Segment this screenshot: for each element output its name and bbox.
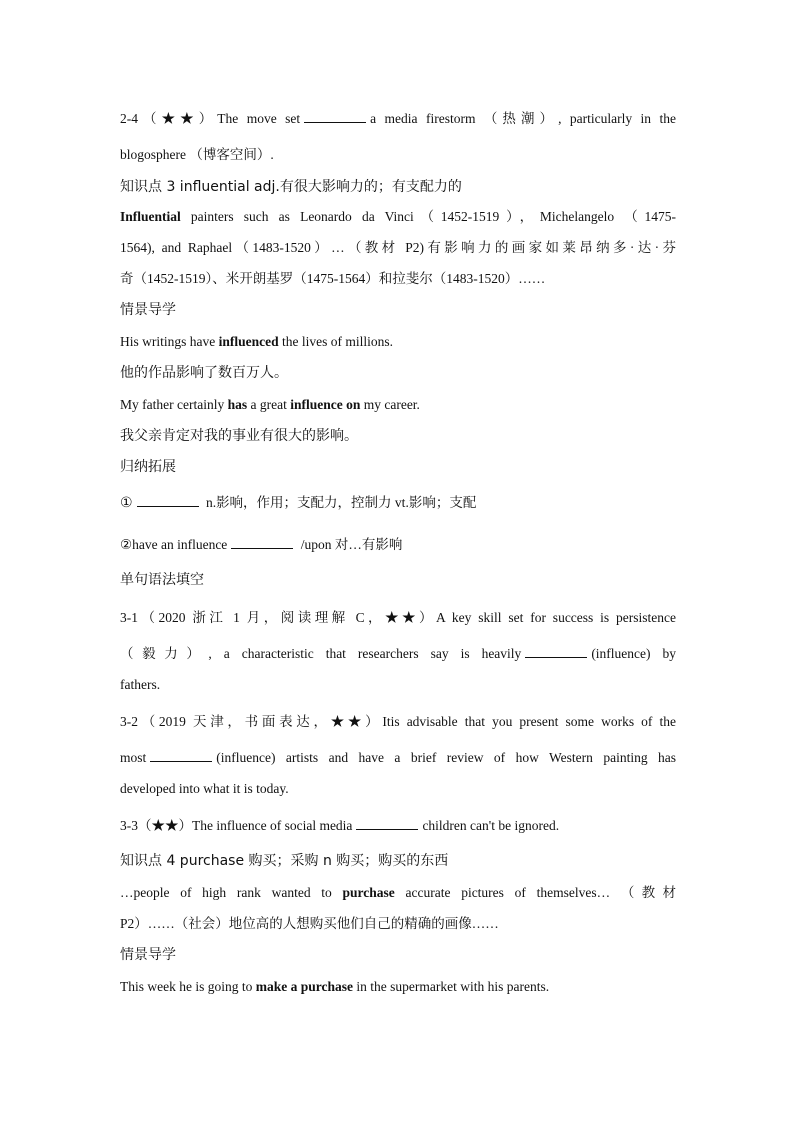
bold-keyword: influenced (218, 334, 279, 349)
textbook-example-purchase-line2: P2）……（社会）地位高的人想购买他们自己的精确的画像…… (120, 916, 499, 931)
answer-blank[interactable] (525, 645, 587, 658)
text-segment: 2-4（★★）The move set (120, 111, 301, 126)
section-heading-scenario-2: 情景导学 (120, 947, 176, 963)
knowledge-point-4-heading: 知识点 4 purchase 购买；采购 n 购买；购买的东西 (120, 853, 449, 869)
exercise-3-3 (120, 817, 676, 835)
text-segment: n.影响，作用；支配力，控制力 vt.影响；支配 (202, 495, 477, 510)
text-segment: my career. (360, 397, 420, 412)
example-translation-2: 我父亲肯定对我的事业有很大的影响。 (120, 428, 358, 444)
exercise-2-4-line1 (120, 110, 676, 128)
example-sentence-3 (120, 978, 676, 996)
knowledge-point-3-heading: 知识点 3 influential adj.有很大影响力的；有支配力的 (120, 179, 462, 195)
text-segment: in the supermarket with his parents. (353, 979, 550, 994)
answer-blank[interactable] (356, 817, 418, 830)
answer-blank[interactable] (304, 110, 366, 123)
example-translation-1: 他的作品影响了数百万人。 (120, 365, 288, 381)
answer-blank[interactable] (150, 749, 212, 762)
exercise-3-2-line2 (120, 749, 676, 767)
text-segment: My father certainly (120, 397, 228, 412)
text-segment: accurate pictures of themselves… （教材 (394, 885, 677, 900)
answer-blank[interactable] (231, 536, 293, 549)
text-segment: a great (247, 397, 291, 412)
text-segment: ②have an influence (120, 537, 228, 552)
text-segment: （毅力）, a characteristic that researchers say is heavily (120, 646, 522, 661)
text-segment: children can't be ignored. (422, 818, 560, 833)
example-sentence-1 (120, 333, 676, 351)
answer-blank[interactable] (137, 494, 199, 507)
textbook-example-purchase-line1 (120, 884, 676, 902)
exercise-2-4-line2: blogosphere （博客空间）. (120, 147, 274, 162)
text-segment: the lives of millions. (278, 334, 394, 349)
bold-keyword: Influential (120, 209, 181, 224)
text-segment: 3-3（★★）The influence of social media (120, 818, 353, 833)
bold-keyword: influence on (290, 397, 361, 412)
exercise-3-2-line1: 3-2（2019 天津，书面表达，★★）Itis advisable that you present some works of the (120, 714, 676, 729)
text-segment: (influence) artists and have a brief review of how Western painting has (216, 750, 676, 765)
exercise-3-2-line3: developed into what it is today. (120, 781, 289, 796)
exercise-3-1-line2 (120, 645, 676, 663)
text-segment: painters such as Leonardo da Vinci（1452-1519），Michelangelo （1475- (180, 209, 676, 224)
text-segment: most (120, 750, 147, 765)
text-segment: a media firestorm （热潮）, particularly in the (370, 111, 676, 126)
textbook-example-line2: 1564), and Raphael（1483-1520）…（教材 P2)有影响力的画家如莱昂纳多·达·芬 (120, 240, 676, 255)
text-segment: This week he is going to (120, 979, 256, 994)
section-heading-summary: 归纳拓展 (120, 459, 176, 475)
item-marker: ① (120, 495, 133, 511)
text-segment: /upon 对…有影响 (297, 537, 403, 552)
summary-item-2 (120, 536, 676, 554)
textbook-example-line3: 奇（1452-1519）、米开朗基罗（1475-1564）和拉斐尔（1483-1520）…… (120, 271, 546, 286)
example-sentence-2 (120, 396, 676, 414)
textbook-example-line1 (120, 208, 676, 226)
summary-item-1 (120, 494, 676, 512)
text-segment: His writings have (120, 334, 219, 349)
section-heading-scenario-1: 情景导学 (120, 302, 176, 318)
exercise-3-1-line3: fathers. (120, 677, 161, 692)
section-heading-grammar-fill: 单句语法填空 (120, 572, 204, 588)
bold-keyword: purchase (342, 885, 395, 900)
bold-keyword: has (227, 397, 248, 412)
text-segment: …people of high rank wanted to (120, 885, 343, 900)
text-segment: (influence) by (591, 646, 677, 661)
exercise-3-1-line1: 3-1（2020 浙江 1 月，阅读理解 C，★★）A key skill set for success is persistence (120, 610, 676, 625)
bold-keyword: make a purchase (255, 979, 353, 994)
